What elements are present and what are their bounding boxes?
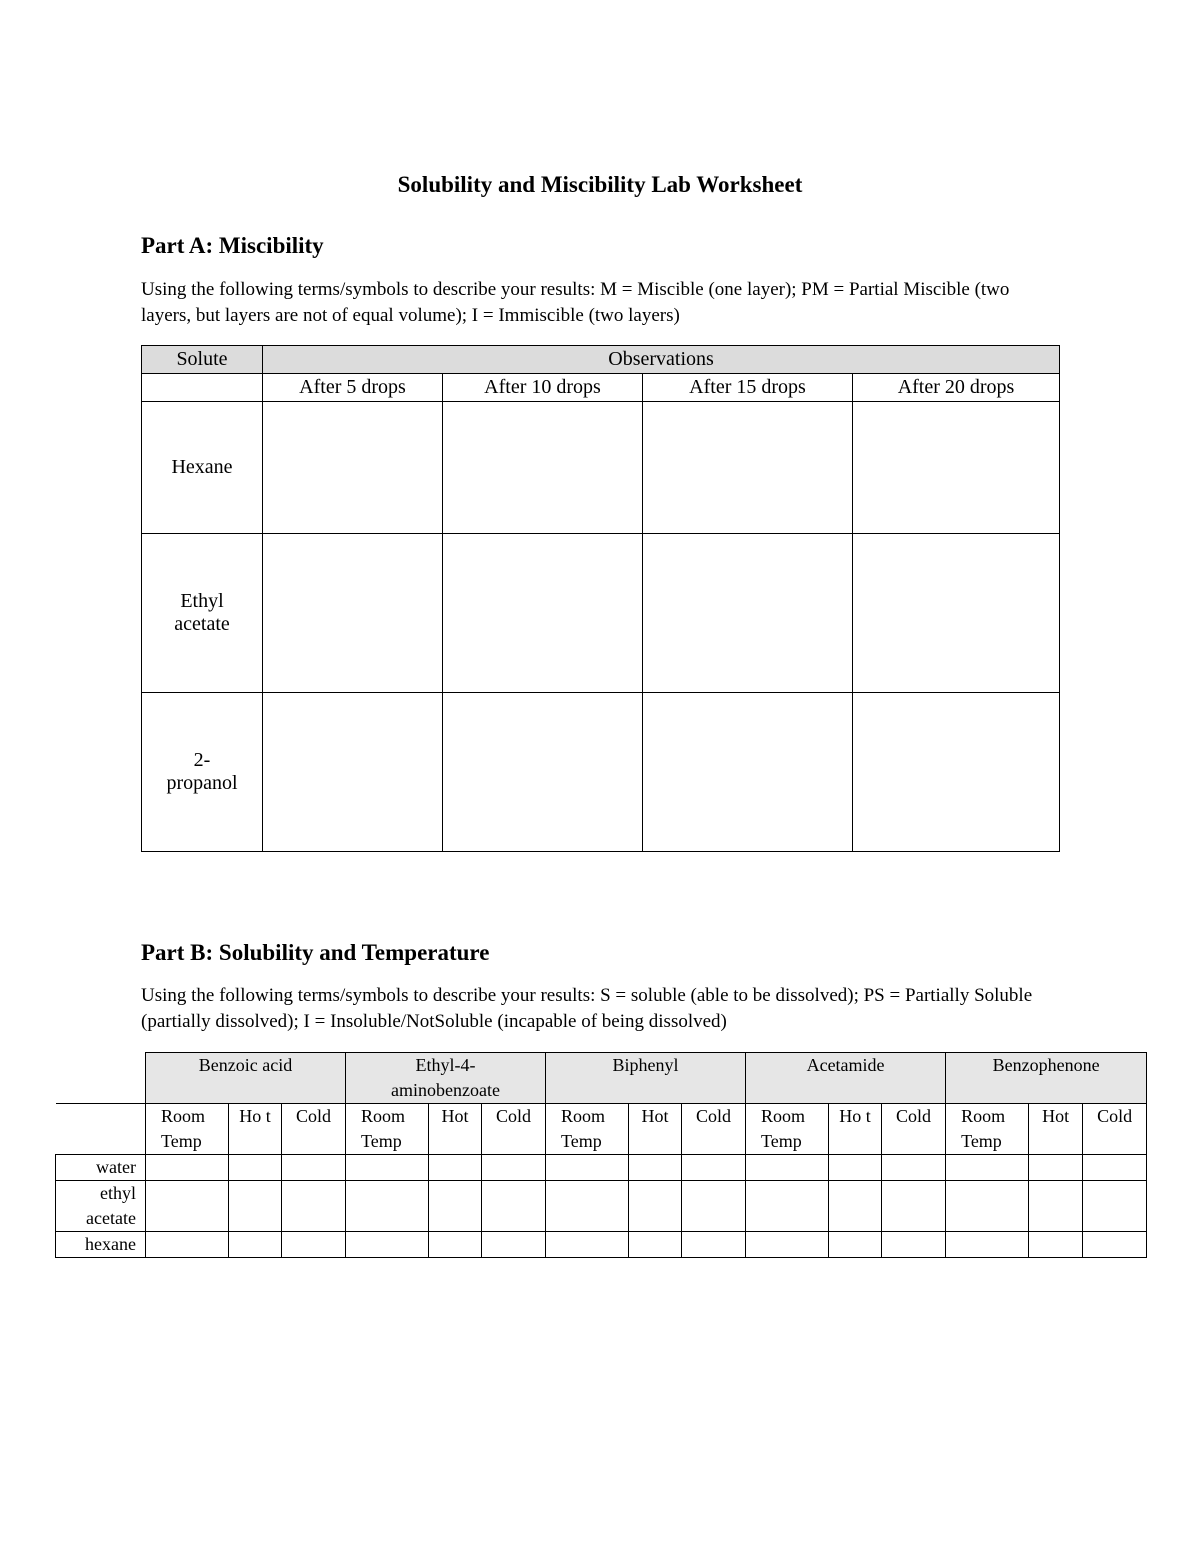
answer-cell[interactable] — [882, 1232, 946, 1258]
compound-header: Ethyl-4-aminobenzoate — [346, 1053, 546, 1104]
condition-header: Hot — [429, 1104, 482, 1155]
answer-cell[interactable] — [1083, 1181, 1147, 1232]
answer-cell[interactable] — [482, 1155, 546, 1181]
condition-header: Room Temp — [146, 1104, 229, 1155]
answer-cell[interactable] — [146, 1155, 229, 1181]
answer-cell[interactable] — [229, 1232, 282, 1258]
answer-cell[interactable] — [882, 1181, 946, 1232]
condition-header: Cold — [282, 1104, 346, 1155]
blank-header-cell — [142, 374, 263, 402]
condition-header: Room Temp — [346, 1104, 429, 1155]
solvent-label: hexane — [56, 1232, 146, 1258]
condition-header: Ho t — [229, 1104, 282, 1155]
answer-cell[interactable] — [946, 1232, 1029, 1258]
answer-cell[interactable] — [282, 1232, 346, 1258]
answer-cell[interactable] — [853, 402, 1060, 534]
answer-cell[interactable] — [643, 534, 853, 693]
answer-cell[interactable] — [146, 1232, 229, 1258]
compound-header: Benzophenone — [946, 1053, 1147, 1104]
answer-cell[interactable] — [546, 1155, 629, 1181]
condition-header: Hot — [1029, 1104, 1083, 1155]
answer-cell[interactable] — [346, 1232, 429, 1258]
answer-cell[interactable] — [443, 534, 643, 693]
table-row — [142, 693, 1060, 852]
condition-header: Room Temp — [746, 1104, 829, 1155]
miscibility-table — [141, 345, 1060, 852]
answer-cell[interactable] — [829, 1181, 882, 1232]
answer-cell[interactable] — [263, 693, 443, 852]
row-label: Ethyl acetate — [142, 534, 263, 693]
condition-header: Room Temp — [546, 1104, 629, 1155]
answer-cell[interactable] — [629, 1232, 682, 1258]
part-b-heading: Part B: Solubility and Temperature — [141, 940, 490, 965]
condition-header: Room Temp — [946, 1104, 1029, 1155]
part-a-instructions: Using the following terms/symbols to describe your results: M = Miscible (one layer); PM = Partial Miscible (two layers, but layers are not of equal volume); I = Immiscible (two layers) — [141, 279, 1010, 326]
answer-cell[interactable] — [346, 1155, 429, 1181]
column-header: After 15 drops — [643, 374, 853, 402]
observations-header: Observations — [263, 346, 1060, 374]
answer-cell[interactable] — [282, 1181, 346, 1232]
solvent-label: ethyl acetate — [56, 1181, 146, 1232]
condition-header: Cold — [482, 1104, 546, 1155]
answer-cell[interactable] — [682, 1232, 746, 1258]
blank-corner-cell — [56, 1104, 146, 1155]
table-row — [142, 402, 1060, 534]
answer-cell[interactable] — [946, 1181, 1029, 1232]
answer-cell[interactable] — [443, 693, 643, 852]
answer-cell[interactable] — [643, 693, 853, 852]
answer-cell[interactable] — [443, 402, 643, 534]
answer-cell[interactable] — [746, 1181, 829, 1232]
column-header: After 20 drops — [853, 374, 1060, 402]
answer-cell[interactable] — [629, 1181, 682, 1232]
row-label: Hexane — [142, 402, 263, 534]
answer-cell[interactable] — [482, 1232, 546, 1258]
solute-header: Solute — [142, 346, 263, 374]
compound-header: Benzoic acid — [146, 1053, 346, 1104]
answer-cell[interactable] — [263, 402, 443, 534]
solubility-table — [55, 1052, 1147, 1258]
compound-header: Biphenyl — [546, 1053, 746, 1104]
answer-cell[interactable] — [1083, 1232, 1147, 1258]
part-b-instructions: Using the following terms/symbols to describe your results: S = soluble (able to be dissolved); PS = Partially Soluble (partially dissolved); I = Insoluble/NotSoluble (incapable of being dissolved) — [141, 985, 1033, 1032]
answer-cell[interactable] — [429, 1181, 482, 1232]
page-title: Solubility and Miscibility Lab Worksheet — [397, 172, 803, 197]
column-header: After 5 drops — [263, 374, 443, 402]
condition-header: Ho t — [829, 1104, 882, 1155]
condition-header: Cold — [1083, 1104, 1147, 1155]
condition-header: Hot — [629, 1104, 682, 1155]
answer-cell[interactable] — [946, 1155, 1029, 1181]
table-row — [56, 1155, 1147, 1181]
answer-cell[interactable] — [1083, 1155, 1147, 1181]
answer-cell[interactable] — [682, 1181, 746, 1232]
answer-cell[interactable] — [682, 1155, 746, 1181]
answer-cell[interactable] — [229, 1155, 282, 1181]
solvent-label: water — [56, 1155, 146, 1181]
answer-cell[interactable] — [282, 1155, 346, 1181]
answer-cell[interactable] — [346, 1181, 429, 1232]
answer-cell[interactable] — [263, 534, 443, 693]
answer-cell[interactable] — [482, 1181, 546, 1232]
answer-cell[interactable] — [746, 1155, 829, 1181]
answer-cell[interactable] — [1029, 1232, 1083, 1258]
answer-cell[interactable] — [882, 1155, 946, 1181]
answer-cell[interactable] — [829, 1232, 882, 1258]
table-row — [56, 1181, 1147, 1232]
row-label: 2- propanol — [142, 693, 263, 852]
answer-cell[interactable] — [546, 1181, 629, 1232]
answer-cell[interactable] — [829, 1155, 882, 1181]
blank-corner-cell — [56, 1053, 146, 1104]
answer-cell[interactable] — [429, 1155, 482, 1181]
answer-cell[interactable] — [429, 1232, 482, 1258]
table-row — [56, 1232, 1147, 1258]
answer-cell[interactable] — [229, 1181, 282, 1232]
part-a-heading: Part A: Miscibility — [141, 233, 324, 258]
compound-header: Acetamide — [746, 1053, 946, 1104]
answer-cell[interactable] — [746, 1232, 829, 1258]
answer-cell[interactable] — [643, 402, 853, 534]
answer-cell[interactable] — [1029, 1155, 1083, 1181]
condition-header: Cold — [682, 1104, 746, 1155]
answer-cell[interactable] — [146, 1181, 229, 1232]
answer-cell[interactable] — [629, 1155, 682, 1181]
condition-header: Cold — [882, 1104, 946, 1155]
answer-cell[interactable] — [853, 693, 1060, 852]
answer-cell[interactable] — [853, 534, 1060, 693]
answer-cell[interactable] — [546, 1232, 629, 1258]
table-row — [142, 534, 1060, 693]
answer-cell[interactable] — [1029, 1181, 1083, 1232]
column-header: After 10 drops — [443, 374, 643, 402]
